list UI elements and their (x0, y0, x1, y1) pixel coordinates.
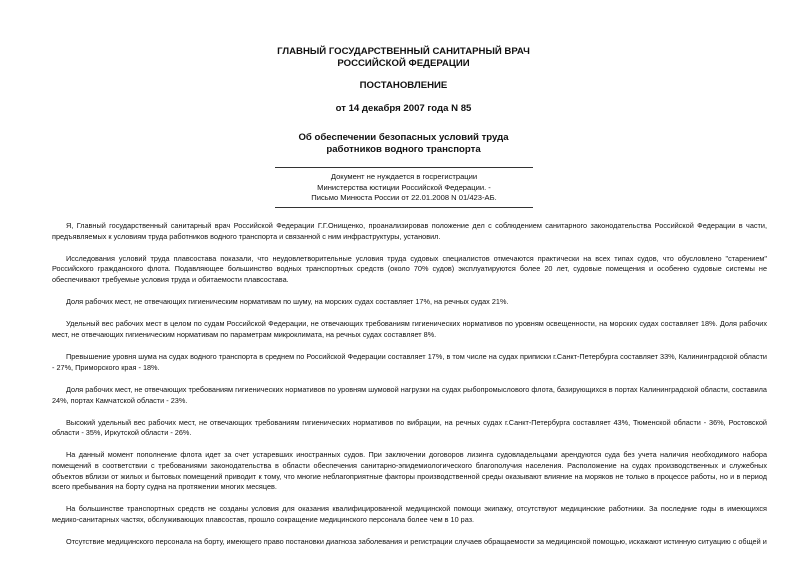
registration-note-line-3: Письмо Минюста России от 22.01.2008 N 01/423-АБ. (311, 193, 497, 202)
registration-note-line-2: Министерства юстиции Российской Федерации. - (317, 182, 491, 192)
issuer-line-1: ГЛАВНЫЙ ГОСУДАРСТВЕННЫЙ САНИТАРНЫЙ ВРАЧ (277, 46, 530, 57)
document-title (0, 132, 807, 155)
body-paragraph: Доля рабочих мест, не отвечающих требованиям гигиенических нормативов по уровням шумовой нагрузки на судах рыбопромыслового флота, базирующихся в портах Калининградской области, составила 24%, портах Камчатской области - 23%. (52, 384, 767, 405)
issuer-line-2: РОССИЙСКОЙ ФЕДЕРАЦИИ (337, 57, 470, 69)
document-body (52, 221, 767, 559)
body-paragraph: Превышение уровня шума на судах водного транспорта в среднем по Российской Федерации составляет 17%, в том числе на судах приписки г.Санкт-Петербурга составляет 33%, Калининградской области - 27%, Приморского края - 18%. (52, 352, 767, 372)
body-paragraph: Исследования условий труда плавсостава показали, что неудовлетворительные условия труда судовых специалистов отмечаются практически на всех типах судов, что обусловлено "старением" Российского гражданского флота. Подавляющее большинство водных транспортных средств (около 70% судов) эксплуатируются более 20 лет, судовые помещения и особенно судовые системы не обеспечивают требуемые условия труда и обитаемости плавсостава. (52, 253, 767, 284)
issuer-heading (0, 46, 807, 69)
registration-note-line-1: Документ не нуждается в госрегистрации (330, 172, 478, 181)
document-type: ПОСТАНОВЛЕНИЕ (359, 80, 448, 91)
registration-note (275, 167, 533, 208)
body-paragraph: Отсутствие медицинского персонала на борту, имеющего право постановки диагноза заболевания и регистрации случаев обращаемости за медицинской помощью, искажают истинную ситуацию с общей и (66, 537, 767, 547)
body-paragraph: На данный момент пополнение флота идет за счет устаревших иностранных судов. При заключении договоров лизинга судовладельцами арендуются суда без учета наличия необходимого набора помещений в соответствии с требованиями законодательства в области обеспечения санитарно-эпидемиологического благополучия населения. Расположение на судах производственных и служебных объектов вблизи от жилых и бытовых помещений приводит к тому, что многие неблагоприятные факторы производственной среды оказывают влияние на моряков не только в процессе работы, но и в период всего пребывания на борту судна на протяжении многих месяцев. (52, 450, 767, 492)
document-date-number: от 14 декабря 2007 года N 85 (335, 103, 472, 114)
body-paragraph: Высокий удельный вес рабочих мест, не отвечающих требованиям гигиенических нормативов по вибрации, на речных судах г.Санкт-Петербурга составляет 43%, Тюменской области - 36%, Ростовской области - 35%, Иркутской области - 26%. (52, 417, 767, 438)
title-line-1: Об обеспечении безопасных условий труда (298, 132, 509, 143)
body-paragraph: Удельный вес рабочих мест в целом по судам Российской Федерации, не отвечающих требованиям гигиенических нормативов по уровням освещенности, на морских судах составляет 18%. Доля рабочих мест, не отвечающих гигиеническим нормативам по параметрам микроклимата, на речных судах составляет 8%. (52, 319, 767, 339)
body-paragraph: На большинстве транспортных средств не созданы условия для оказания квалифицированной медицинской помощи экипажу, отсутствуют медицинские работники. За последние годы в имеющихся медико-санитарных частях, обслуживающих плавсостав, прошло сокращение медицинского персонала более чем в 10 раз. (52, 504, 767, 525)
body-paragraph: Я, Главный государственный санитарный врач Российской Федерации Г.Г.Онищенко, проанализировав положение дел с соблюдением санитарного законодательства Российской Федерации в части, предъявляемых к условиям труда работников водного транспорта и связанной с ним инфраструктуры, установил. (52, 221, 767, 241)
body-paragraph: Доля рабочих мест, не отвечающих гигиеническим нормативам по шуму, на морских судах составляет 17%, на речных судах 21%. (66, 297, 509, 307)
title-line-2: работников водного транспорта (326, 143, 481, 155)
